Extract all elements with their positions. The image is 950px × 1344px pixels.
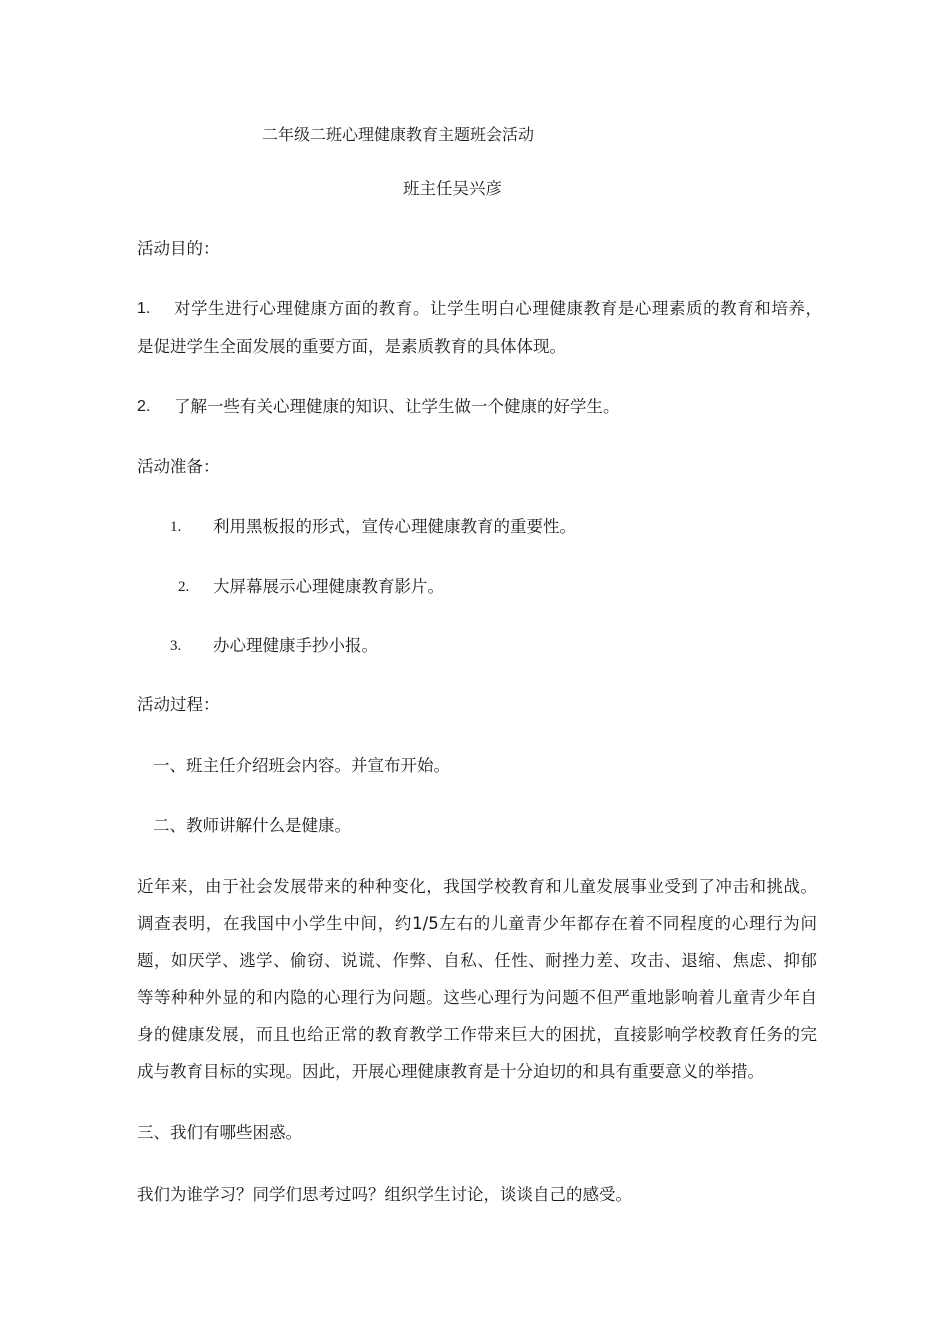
paragraph-line: 近年来，由于社会发展带来的种种变化，我国学校教育和儿童发展事业受到了冲击和挑战。	[137, 877, 817, 896]
process-step: 一、班主任介绍班会内容。并宣布开始。	[153, 756, 450, 775]
purpose-item-number: 2.	[137, 398, 151, 415]
preparation-item-text: 办心理健康手抄小报。	[213, 636, 378, 655]
preparation-heading: 活动准备：	[137, 457, 220, 476]
paragraph-line: 成与教育目标的实现。因此，开展心理健康教育是十分迫切的和具有重要意义的举措。	[137, 1062, 764, 1081]
purpose-item-line: 对学生进行心理健康方面的教育。让学生明白心理健康教育是心理素质的教育和培养，	[174, 299, 822, 318]
paragraph-line: 等等种种外显的和内隐的心理行为问题。这些心理行为问题不但严重地影响着儿童青少年自	[137, 988, 817, 1007]
process-heading: 活动过程：	[137, 695, 220, 714]
purpose-item-number: 1.	[137, 300, 151, 317]
purpose-item-line: 了解一些有关心理健康的知识、让学生做一个健康的好学生。	[174, 397, 620, 416]
process-step: 二、教师讲解什么是健康。	[153, 816, 351, 835]
preparation-item-text: 利用黑板报的形式，宣传心理健康教育的重要性。	[213, 517, 576, 536]
paragraph-line: 调查表明，在我国中小学生中间，约1/5左右的儿童青少年都存在着不同程度的心理行为问	[137, 914, 817, 933]
preparation-item-number: 2.	[178, 579, 190, 595]
preparation-item-number: 1.	[170, 519, 182, 535]
purpose-item-line: 是促进学生全面发展的重要方面，是素质教育的具体体现。	[137, 337, 566, 356]
byline: 班主任吴兴彦	[403, 179, 502, 198]
document-title: 二年级二班心理健康教育主题班会活动	[262, 125, 535, 144]
closing-text: 我们为谁学习？同学们思考过吗？组织学生讨论，谈谈自己的感受。	[137, 1185, 632, 1204]
preparation-item-number: 3.	[170, 638, 182, 654]
process-step: 三、我们有哪些困惑。	[137, 1123, 302, 1142]
purpose-heading: 活动目的：	[137, 239, 220, 258]
paragraph-line: 题，如厌学、逃学、偷窃、说谎、作弊、自私、任性、耐挫力差、攻击、退缩、焦虑、抑郁	[137, 951, 817, 970]
preparation-item-text: 大屏幕展示心理健康教育影片。	[213, 577, 444, 596]
paragraph-line: 身的健康发展，而且也给正常的教育教学工作带来巨大的困扰，直接影响学校教育任务的完	[137, 1025, 817, 1044]
